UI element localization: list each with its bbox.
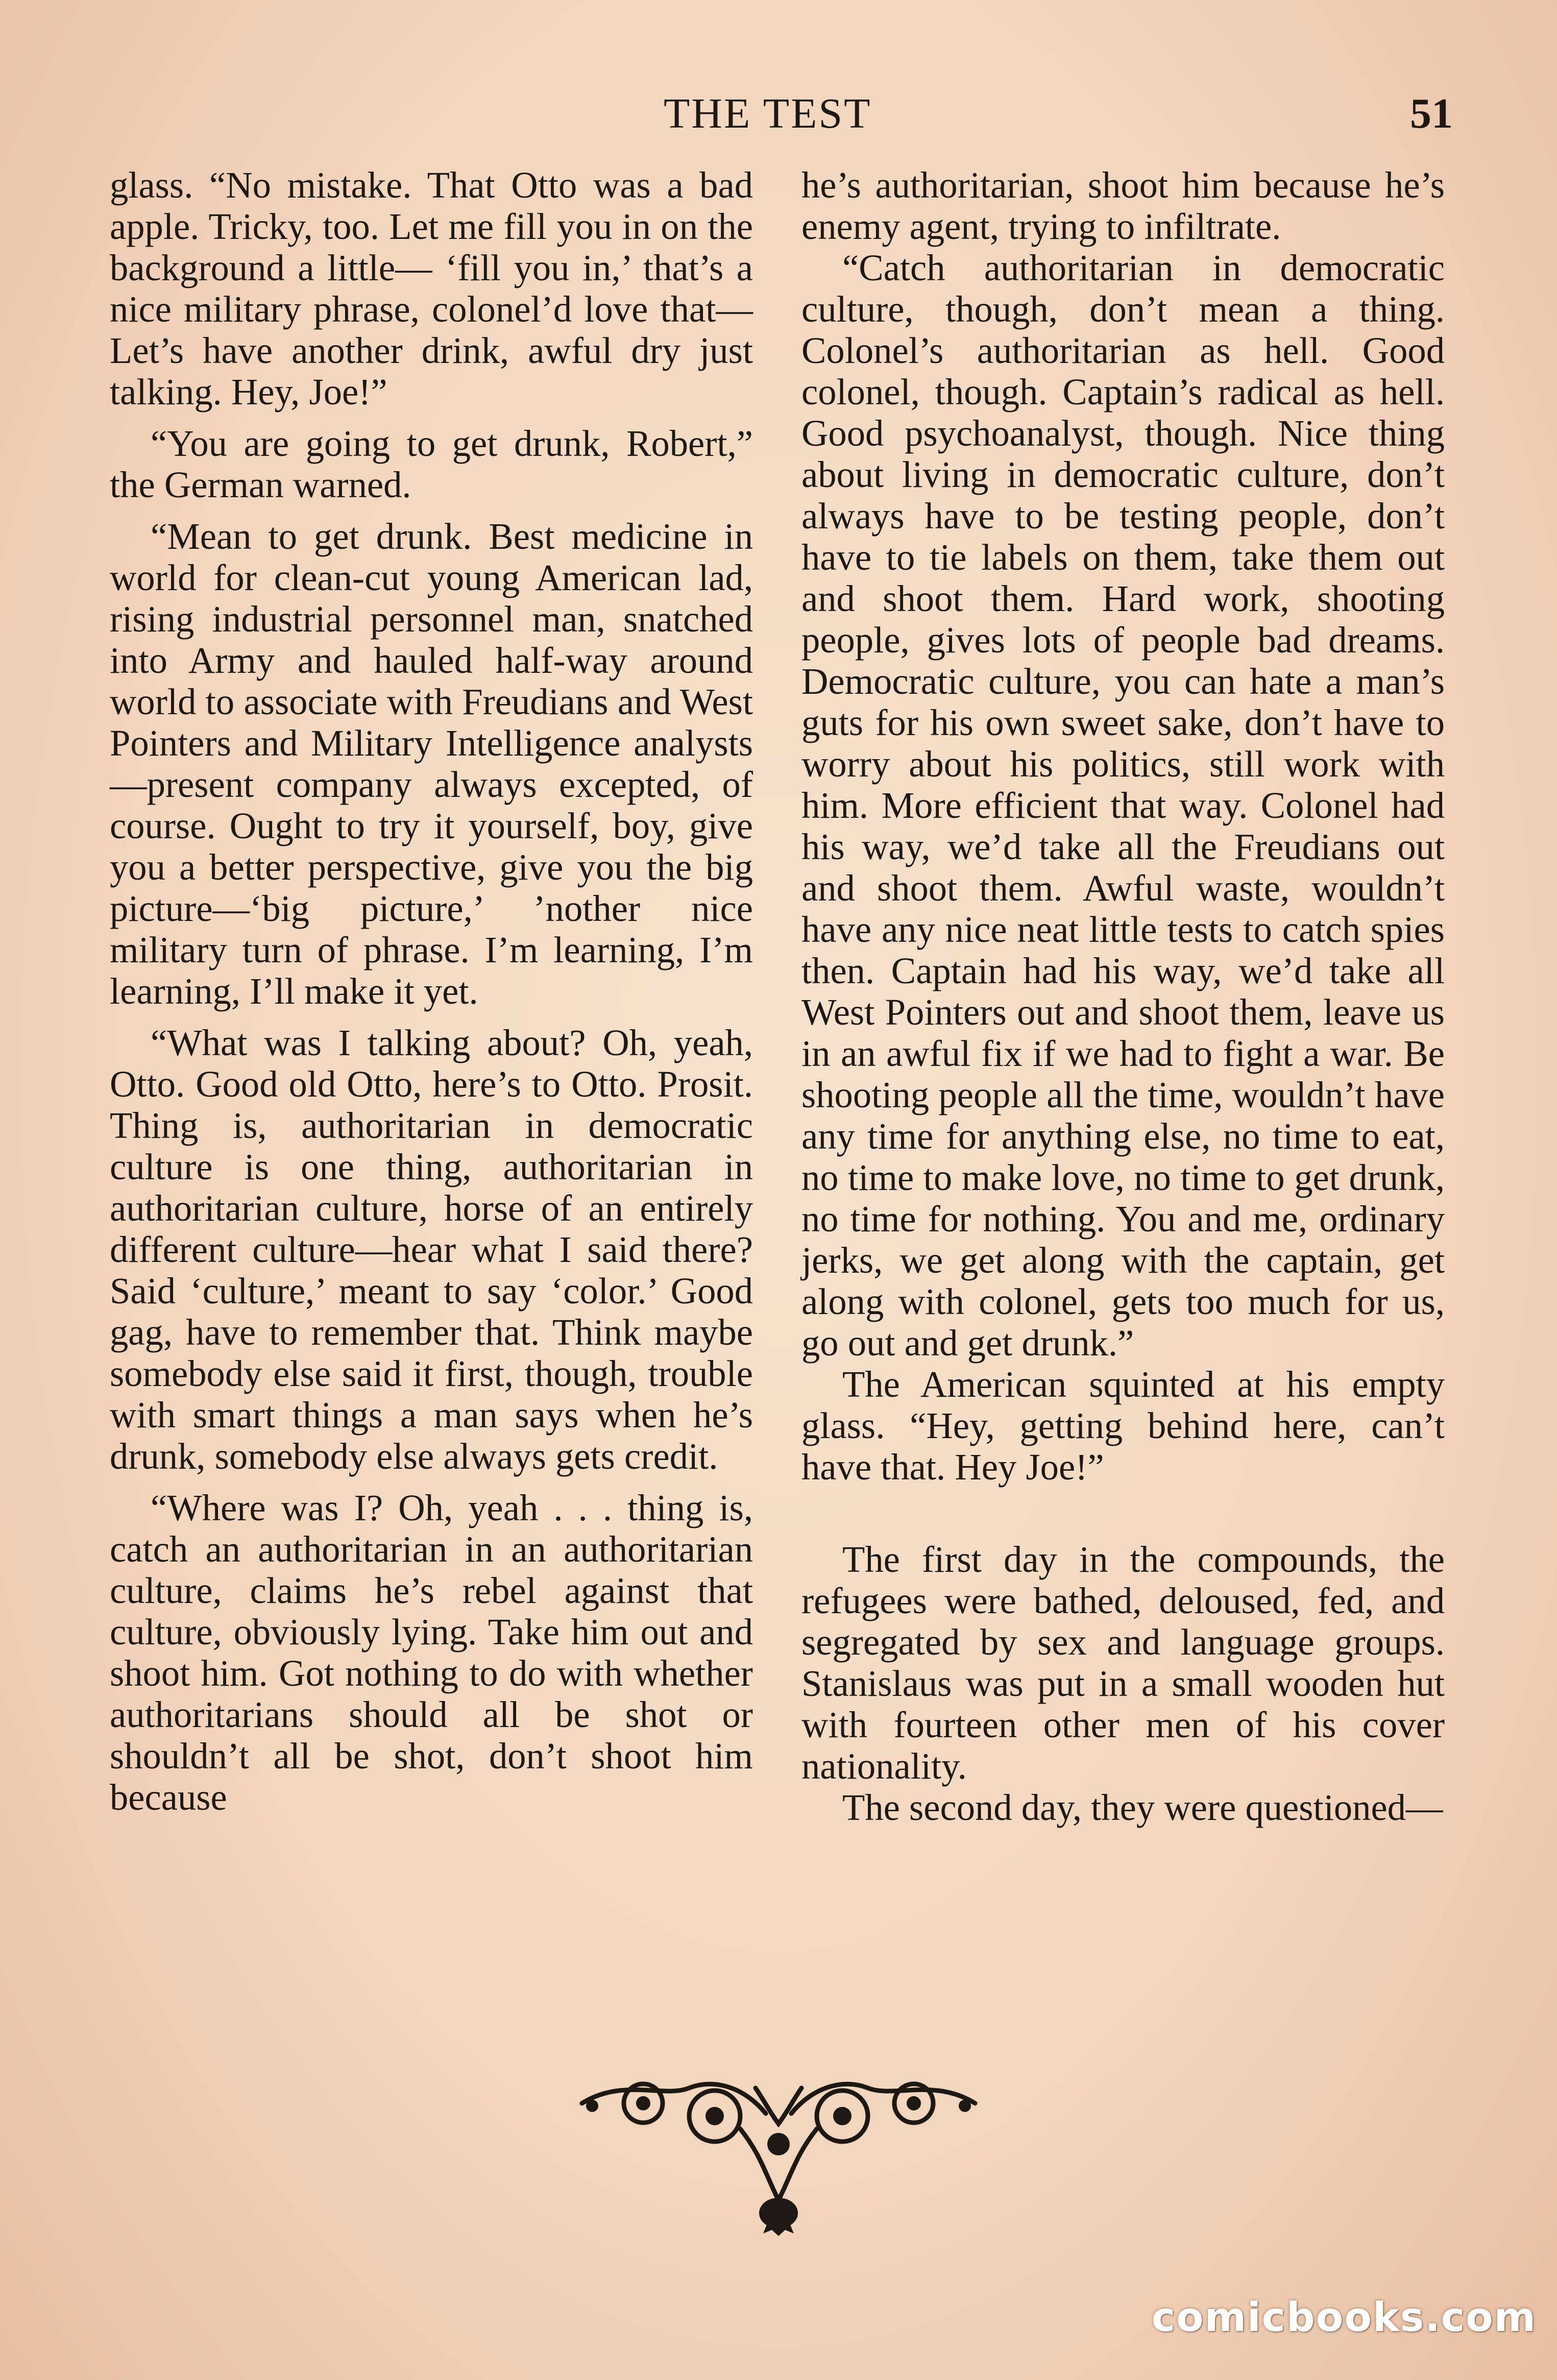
paragraph: The first day in the compounds, the refugees were bathed, deloused, fed, and segregated by sex and language groups. Stanislaus was put in a small wooden hut with fourteen other men of his cover nationality. xyxy=(801,1539,1445,1787)
paragraph: “Where was I? Oh, yeah . . . thing is, catch an authoritarian in an authoritarian culture, claims he’s rebel against that culture, obviously lying. Take him out and shoot him. Got nothing to do with whether authoritarians should all be shot or shouldn’t all be shot, don’t shoot him because xyxy=(110,1487,753,1818)
text-column-left xyxy=(110,164,753,1818)
paragraph: “Mean to get drunk. Best medicine in world for clean-cut young American lad, rising industrial personnel man, snatched into Army and hauled half-way around world to associate with Freudians and West Pointers and Military Intelligence analysts—present company always excepted, of course. Ought to try it yourself, boy, give you a better perspective, give you the big picture—‘big picture,’ ’nother nice military turn of phrase. I’m learning, I’m learning, I’ll make it yet. xyxy=(110,516,753,1012)
paragraph: The American squinted at his empty glass. “Hey, getting behind here, can’t have that. Hey Joe!” xyxy=(801,1364,1445,1488)
paragraph: The second day, they were questioned— xyxy=(842,1787,1443,1828)
running-title: THE TEST xyxy=(664,90,872,137)
paragraph: “What was I talking about? Oh, yeah, Otto. Good old Otto, here’s to Otto. Prosit. Thing is, authoritarian in democratic culture is one thing, authoritarian in authoritarian culture, horse of an entirely different culture—hear what I said there? Said ‘culture,’ meant to say ‘color.’ Good gag, have to remember that. Think maybe somebody else said it first, though, trouble with smart things a man says when he’s drunk, somebody else always gets credit. xyxy=(110,1022,753,1477)
running-head xyxy=(0,86,1557,142)
paragraph: “Catch authoritarian in democratic culture, though, don’t mean a thing. Colonel’s authoritarian as hell. Good colonel, though. Captain’s radical as hell. Good psychoanalyst, though. Nice thing about living in democratic culture, don’t always have to be testing people, don’t have to tie labels on them, take them out and shoot them. Hard work, shooting people, gives lots of people bad dreams. Democratic culture, you can hate a man’s guts for his own sweet sake, don’t have to worry about his politics, still work with him. More efficient that way. Colonel had his way, we’d take all the Freudians out and shoot them. Awful waste, wouldn’t have any nice neat little tests to catch spies then. Captain had his way, we’d take all West Pointers out and shoot them, leave us in an awful fix if we had to fight a war. Be shooting people all the time, wouldn’t have any time for anything else, no time to eat, no time to make love, no time to get drunk, no time for nothing. You and me, ordinary jerks, we get along with the captain, get along with colonel, gets too much for us, go out and get drunk.” xyxy=(801,247,1445,1364)
paragraph: “You are going to get drunk, Robert,” the German warned. xyxy=(110,423,753,505)
paragraph: he’s authoritarian, shoot him because he’s enemy agent, trying to infiltrate. xyxy=(801,164,1445,247)
page-number: 51 xyxy=(1410,90,1453,137)
watermark: comicbooks.com xyxy=(1151,2295,1537,2341)
paragraph: glass. “No mistake. That Otto was a bad apple. Tricky, too. Let me fill you in on the background a little— ‘fill you in,’ that’s a nice military phrase, colonel’d love that—Let’s have another drink, awful dry just talking. Hey, Joe!” xyxy=(110,164,753,412)
text-column-right xyxy=(801,164,1445,1828)
floral-vignette-ornament-icon xyxy=(562,2068,995,2236)
